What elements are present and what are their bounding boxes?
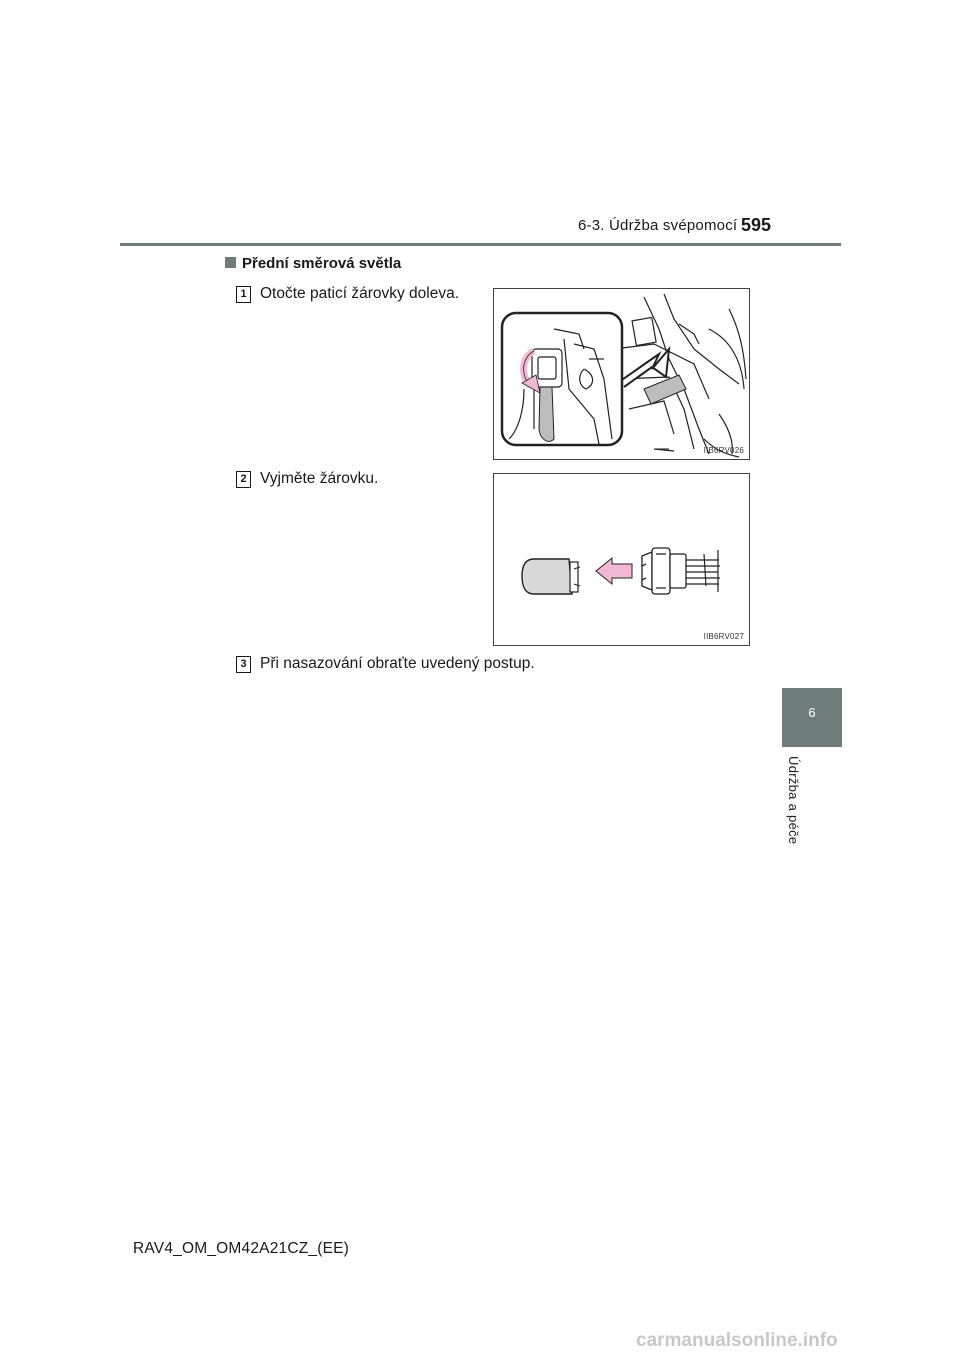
section-heading-text: Přední směrová světla bbox=[242, 255, 402, 272]
chapter-tab-label: Údržba a péče bbox=[786, 756, 801, 845]
step-number-1: 1 bbox=[236, 286, 251, 303]
document-id: RAV4_OM_OM42A21CZ_(EE) bbox=[133, 1240, 350, 1257]
chapter-tab-number: 6 bbox=[808, 705, 816, 720]
headlight-assembly-illustration bbox=[494, 289, 749, 459]
figure-code: IIB6RV027 bbox=[703, 632, 744, 641]
figure-bulb-socket-rotate bbox=[493, 288, 750, 460]
step-number-3: 3 bbox=[236, 656, 251, 673]
bulb-removal-illustration bbox=[494, 474, 749, 645]
step-number-2: 2 bbox=[236, 471, 251, 488]
square-bullet-icon bbox=[225, 257, 236, 268]
watermark: carmanualsonline.info bbox=[636, 1330, 838, 1351]
section-heading bbox=[225, 255, 401, 272]
step-text-3: Při nasazování obraťte uvedený postup. bbox=[260, 655, 535, 672]
figure-code: IIB6RV026 bbox=[703, 446, 744, 455]
figure-remove-bulb bbox=[493, 473, 750, 646]
header-section-title: 6-3. Údržba svépomocí bbox=[578, 217, 738, 234]
step-text-2: Vyjměte žárovku. bbox=[260, 470, 379, 487]
page-number: 595 bbox=[741, 215, 772, 235]
step-text-1: Otočte paticí žárovky doleva. bbox=[260, 285, 460, 302]
header-rule bbox=[120, 243, 841, 246]
